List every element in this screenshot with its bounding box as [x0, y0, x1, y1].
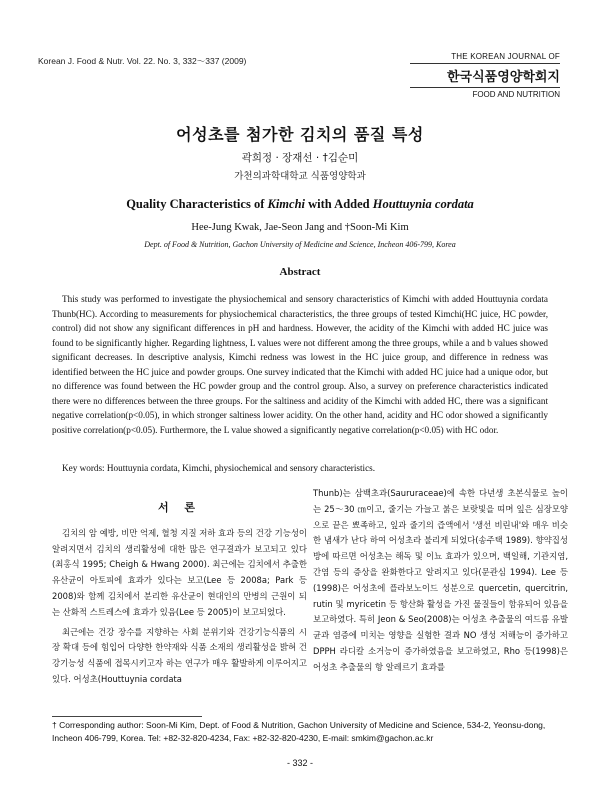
title-english — [0, 197, 600, 212]
body-paragraph: 최근에는 건강 장수를 지향하는 사회 분위기와 건강기능식품의 시장 확대 등에 힘입어 다양한 한약재와 식품 소재의 생리활성을 밝혀 건강기능성 식품에 접목시키고자 하는 연구가 매우 활발하게 이루어지고 있다. 어성초(Houttuynia cordata — [52, 626, 307, 684]
page-number: - 332 - — [286, 758, 313, 768]
journal-name-en-top: THE KOREAN JOURNAL OF — [410, 52, 560, 64]
affiliation-english: Dept. of Food & Nutrition, Gachon University of Medicine and Science, Incheon 406-799, Korea — [144, 240, 456, 249]
footnote-divider — [52, 716, 202, 717]
title-en-part2: with Added — [305, 197, 373, 211]
authors-english: Hee-Jung Kwak, Jae-Seon Jang and †Soon-Mi Kim — [191, 222, 409, 233]
corresponding-author-footnote: † Corresponding author: Soon-Mi Kim, Dept. of Food & Nutrition, Gachon University of Medicine and Science, 534-2, Yeonsu-dong, Incheon 406-799, Korea. Tel: +82-32-820-4234, Fax: +82-32-820-4230, E-mail: smkim@gachon.ac.kr — [52, 720, 546, 743]
keywords: Key words: Houttuynia cordata, Kimchi, physiochemical and sensory characteristics. — [62, 463, 376, 473]
title-en-species: Houttuynia cordata — [372, 197, 474, 211]
journal-masthead — [410, 52, 560, 99]
title-korean: 어성초를 첨가한 김치의 품질 특성 — [176, 125, 424, 144]
authors-korean: 곽희정 · 장재선 · †김순미 — [241, 152, 359, 164]
abstract-heading: Abstract — [279, 266, 321, 278]
body-column-right — [313, 486, 568, 680]
body-column-left — [52, 500, 307, 692]
title-en-kimchi: Kimchi — [267, 197, 305, 211]
journal-name-ko: 한국식품영양학회지 — [446, 69, 560, 84]
affiliation-korean: 가천의과학대학교 식품영양학과 — [234, 171, 366, 182]
abstract-body: This study was performed to investigate the physiochemical and sensory characteristics of Kimchi with added Houttuynia cordata Thunb(HC). According to measurements for physiochemical characteristics, the three groups of tested Kimchi(HC juice, HC powder, control) did not show any significant differences in pH and hardness. However, the acidity of the Kimchi with added HC juice was found to be significantly higher. Regarding lightness, L values were not different among the three groups, while a and b values showed significant decreases. In descriptive analysis, Kimchi redness was lowest in the HC juice group, and difference in redness was identified between the HC juice and powder groups. One survey indicated that the Kimchi with added HC juice had a unique odor, but no difference was found between the HC powder group and the control group. Also, a survey on preference characteristics indicated there were no differences between the three groups. For the saltiness and acidity of the Kimchi with added HC, there was a significant negative correlation(p<0.05), in which stronger saltiness lower acidity. On the other hand, acidity and HC odor showed a significantly positive correlation(p<0.05). Furthermore, the L value showed a significantly negative correlation(p<0.05) with HC odor. — [52, 294, 548, 435]
body-paragraph: Thunb)는 삼백초과(Saururaceae)에 속한 다년생 초본식물로 높이는 25～30 ㎝이고, 줄기는 가늘고 붉은 보랏빛을 띠며 잎은 심장모양으로 끝은 뾰족하고, 잎과 줄기의 즙액에서 '생선 비린내'와 매우 비슷한 냄새가 난다 하여 어성초라 불리게 되었다(송주택 1989). 향약집성방에 따르면 어성초는 해독 및 이뇨 효과가 있으며, 백일해, 기관지염, 간염 등의 증상을 완화한다고 알려지고 있다(문관심 1994). Lee 등(1998)은 어성초에 플라보노이드 성분으로 quercetin, quercitrin, rutin 및 myricetin 등 항산화 활성을 가진 물질들이 함유되어 있음을 보고하였다. 특히 Jeon & Seo(2008)는 어성초 추출물의 여드름 유발균과 염증에 미치는 영향을 실험한 결과 NO 생성 저해능이 증가하고 DPPH 라디칼 소거능이 증가하였음을 보고하였고, Rho 등(1998)은 어성초 추출물의 항 알레르기 효과를 — [313, 488, 568, 672]
journal-citation: Korean J. Food & Nutr. Vol. 22. No. 3, 332～337 (2009) — [38, 56, 247, 66]
section-heading-introduction: 서 론 — [157, 501, 202, 514]
body-paragraph: 김치의 암 예방, 비만 억제, 혈청 지질 저하 효과 등의 건강 기능성이 알려지면서 김치의 생리활성에 대한 많은 연구결과가 보고되고 있다(최홍식 1995; Cheigh & Hwang 2000). 최근에는 김치에서 추출한 유산균이 아토피에 효과가 있다는 보고(Lee 등 2008a; Park 등 2008)와 함께 김치에서 분리한 유산균이 현대인의 만병의 근원이 되는 산화적 스트레스에 효과가 있음(Lee 등 2005)이 보고되었다. — [52, 527, 307, 617]
title-en-part1: Quality Characteristics of — [126, 197, 268, 211]
journal-name-en-bottom: FOOD AND NUTRITION — [410, 87, 560, 99]
